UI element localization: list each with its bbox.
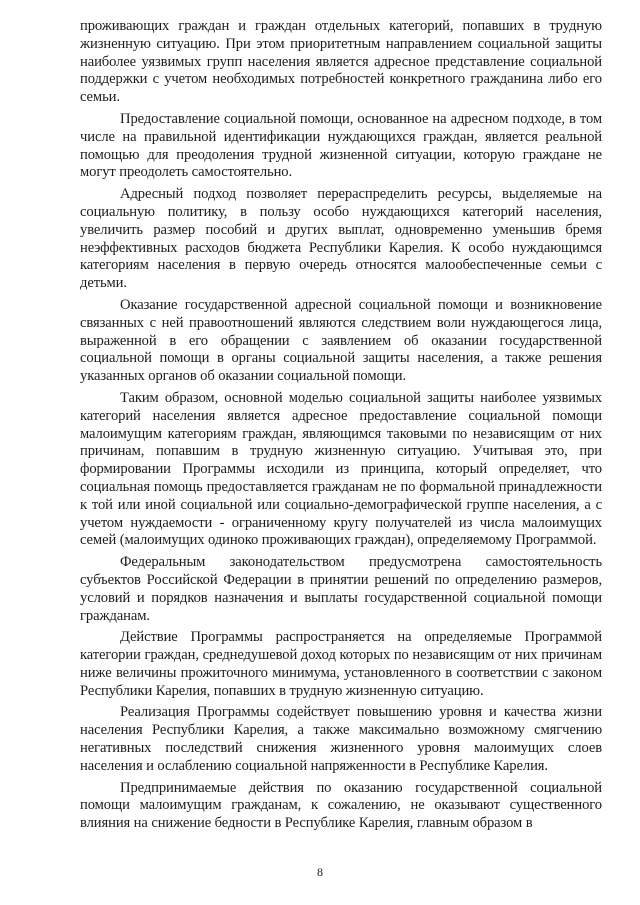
page-number: 8 [317, 865, 323, 879]
paragraph: Действие Программы распространяется на определяемые Программой категории граждан, среднедушевой доход которых по независящим от них причинам ниже величины прожиточного минимума, установленного в соответствии с законом Республики Карелия, попавших в трудную жизненную ситуацию. [80, 629, 602, 699]
paragraph: Таким образом, основной моделью социальной защиты наиболее уязвимых категорий населения является адресное предоставление социальной помощи малоимущим категориям граждан, являющимся таковыми по независящим от них причинам, попавшим в трудную жизненную ситуацию. Учитывая это, при формировании Программы исходили из принципа, который определяет, что социальная помощь предоставляется гражданам не по формальной принадлежности к той или иной социальной или социально-демографической группе населения, а с учетом нуждаемости - ограниченному кругу получателей из числа малоимущих семей (малоимущих одиноко проживающих граждан), определяемому Программой. [80, 389, 602, 549]
paragraph: Предоставление социальной помощи, основанное на адресном подходе, в том числе на правильной идентификации нуждающихся граждан, является реальной помощью для преодоления трудной жизненной ситуации, которую граждане не могут преодолеть самостоятельно. [80, 110, 602, 181]
paragraph: Реализация Программы содействует повышению уровня и качества жизни населения Республики Карелия, а также максимально возможному смягчению негативных последствий снижения жизненного уровня малоимущих слоев населения и ослаблению социальной напряженности в Республике Карелия. [80, 704, 602, 774]
paragraph: Федеральным законодательством предусмотрена самостоятельность субъектов Российской Федерации в принятии решений по определению размеров, условий и порядков назначения и выплаты государственной социальной помощи гражданам. [80, 554, 602, 624]
paragraph-continued: проживающих граждан и граждан отдельных категорий, попавших в трудную жизненную ситуацию. При этом приоритетным направлением социальной защиты наиболее уязвимых групп населения является адресное представление социальной поддержки с учетом необходимых потребностей конкретного гражданина либо его семьи. [80, 18, 602, 106]
document-body [80, 18, 602, 837]
paragraph: Адресный подход позволяет перераспределить ресурсы, выделяемые на социальную политику, в пользу особо нуждающихся категорий населения, увеличить размер пособий и других выплат, одновременно уменьшив бремя неэффективных расходов бюджета Республики Карелия. К особо нуждающимся категориям населения в первую очередь относятся малообеспеченные семьи с детьми. [80, 186, 602, 292]
paragraph: Оказание государственной адресной социальной помощи и возникновение связанных с ней правоотношений являются следствием воли нуждающегося лица, выраженной в его обращении с заявлением об оказании государственной социальной помощи в органы социальной защиты населения, а также решения указанных органов об оказании социальной помощи. [80, 296, 602, 385]
paragraph: Предпринимаемые действия по оказанию государственной социальной помощи малоимущим гражданам, к сожалению, не оказывают существенного влияния на снижение бедности в Республике Карелия, главным образом в [80, 779, 602, 832]
